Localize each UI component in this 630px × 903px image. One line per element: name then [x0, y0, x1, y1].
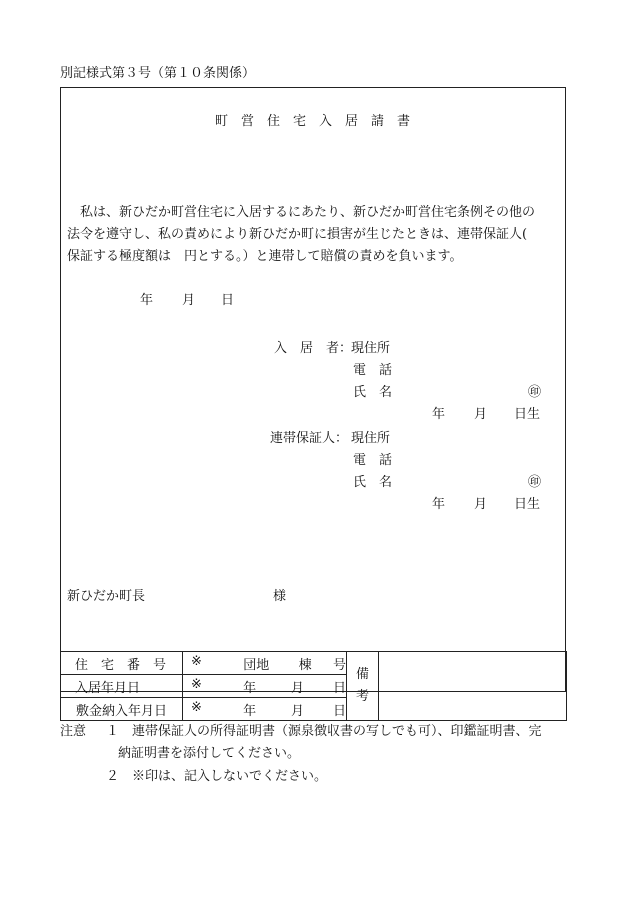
document-title: 町営住宅入居請書 [215, 114, 424, 129]
resident-seal-mark: ㊞ [528, 385, 542, 400]
guarantor-role: 連帯保証人： [270, 431, 349, 446]
building-label: 棟 [298, 657, 312, 673]
note-1-line-2: 納証明書を添付してください。 [118, 746, 301, 761]
resident-address-label: 現住所 [351, 341, 391, 356]
guarantor-name-label: 氏 名 [353, 475, 393, 490]
notes-heading: 注意 [60, 724, 87, 739]
date-month: 月 [182, 293, 196, 308]
guarantor-seal-mark: ㊞ [528, 475, 542, 490]
resident-birth-month: 月 [474, 407, 488, 422]
day-label: 日 [333, 703, 347, 719]
resident-role: 入 居 者： [274, 341, 353, 356]
note-1-line-1: 連帯保証人の所得証明書（源泉徴収書の写しでも可）、印鑑証明書、完 [132, 724, 542, 739]
year-label: 年 [243, 680, 257, 696]
pledge-line-3: 保証する極度額は 円とする。）と連帯して賠償の責めを負います。 [67, 249, 463, 264]
office-only-mark: ※ [191, 699, 202, 715]
estate-label: 団地 [243, 657, 270, 673]
addressee-honorific: 様 [273, 589, 287, 604]
house-number-label: 住 宅 番 号 [61, 652, 183, 675]
date-day: 日 [221, 293, 235, 308]
deposit-date-label: 敷金納入年月日 [61, 698, 183, 721]
resident-name-label: 氏 名 [353, 385, 393, 400]
house-number-cell [183, 652, 347, 675]
office-only-mark: ※ [191, 653, 202, 669]
remarks-label: 備 考 [347, 652, 379, 721]
form-number: 別記様式第３号（第１０条関係） [60, 66, 256, 81]
resident-birth-day: 日生 [514, 407, 541, 422]
move-in-date-cell [183, 675, 347, 698]
deposit-date-cell [183, 698, 347, 721]
note-2-number: ２ [106, 769, 120, 784]
guarantor-phone-label: 電 話 [353, 453, 393, 468]
note-2-text: ※印は、記入しないでください。 [132, 769, 328, 784]
resident-birth-year: 年 [432, 407, 446, 422]
date-year: 年 [140, 293, 154, 308]
unit-label: 号 [332, 657, 346, 673]
resident-phone-label: 電 話 [353, 363, 393, 378]
month-label: 月 [291, 680, 305, 696]
guarantor-address-label: 現住所 [351, 431, 391, 446]
pledge-line-2: 法令を遵守し、私の責めにより新ひだか町に損害が生じたときは、連帯保証人( [67, 227, 528, 242]
guarantor-birth-year: 年 [432, 497, 446, 512]
guarantor-birth-day: 日生 [514, 497, 541, 512]
day-label: 日 [333, 680, 347, 696]
guarantor-birth-month: 月 [474, 497, 488, 512]
note-1-number: １ [106, 724, 120, 739]
office-use-table [60, 651, 567, 721]
pledge-line-1: 私は、新ひだか町営住宅に入居するにあたり、新ひだか町営住宅条例その他の [80, 205, 536, 220]
addressee-name: 新ひだか町長 [67, 589, 146, 604]
table-row [61, 652, 567, 675]
year-label: 年 [243, 703, 257, 719]
move-in-date-label: 入居年月日 [61, 675, 183, 698]
office-only-mark: ※ [191, 676, 202, 692]
pledge-text [67, 202, 563, 268]
remarks-cell [379, 652, 567, 721]
month-label: 月 [291, 703, 305, 719]
